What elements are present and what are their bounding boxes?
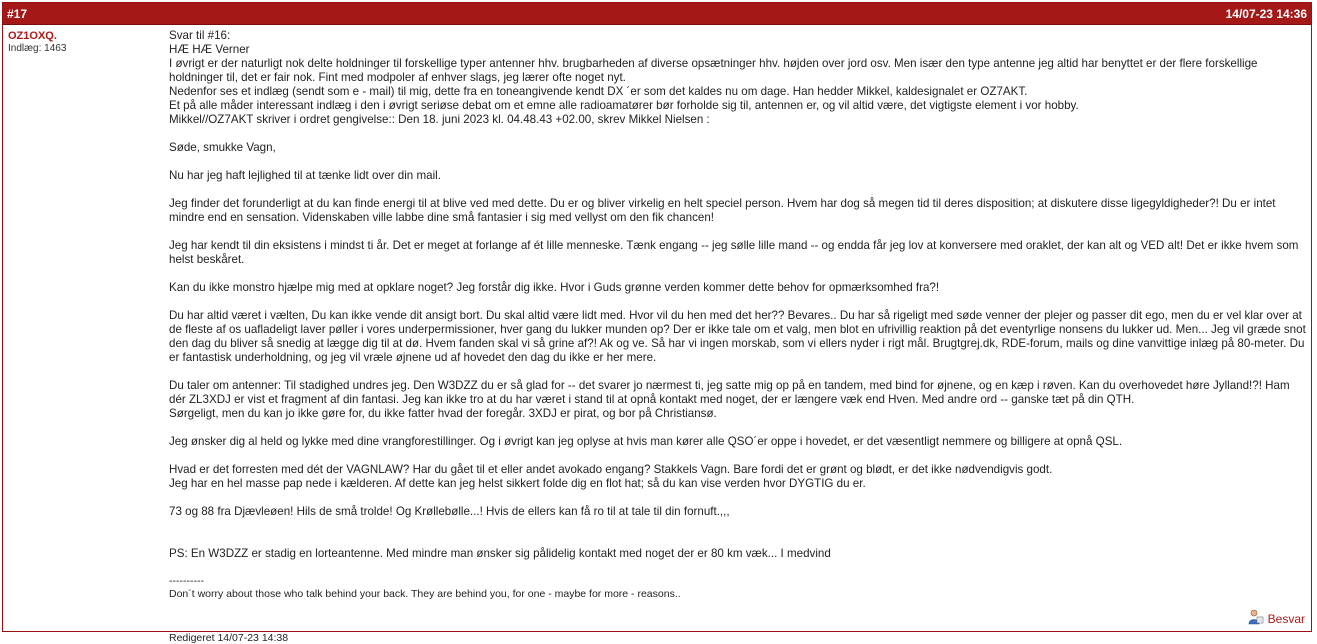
reply-person-icon[interactable] — [1248, 609, 1264, 628]
post-datetime: 14/07-23 14:36 — [1225, 6, 1307, 21]
intro-line: Svar til #16: — [169, 29, 231, 42]
quote-paragraph: 73 og 88 fra Djævleøen! Hils de små trolde! Og Krøllebølle...! Hvis de ellers kan få ro til at tale til din fornuft.,,, — [169, 505, 730, 518]
forum-post — [2, 2, 1312, 644]
quote-paragraph: Hvad er det forresten med dét der VAGNLAW? Har du gået til et eller andet avokado engang? Stakkels Vagn. Bare fordi det er grønt og blødt, er det ikke nødvendigvis godt. Jeg har en hel masse pap nede i kælderen. Af dette kan jeg helst sikkert folde dig en flot hat; så du kan vise verden hvor DYGTIG du er. — [169, 463, 1053, 490]
post-content — [169, 29, 1307, 601]
post-body — [3, 25, 1311, 644]
edited-note: Redigeret 14/07-23 14:38 — [169, 632, 289, 644]
quote-paragraph: Jeg ønsker dig al held og lykke med dine vrangforestillinger. Og i øvrigt kan jeg oplyse at hvis man kører alle QSO´er oppe i hovedet, er det væsentligt nemmere og billigere at opnå QSL. — [169, 435, 1123, 448]
intro-line: Nedenfor ses et indlæg (sendt som e - mail) til mig, dette fra en toneangivende kendt DX ´er som det kaldes nu om dage. Han hedder Mikkel, kaldesignalet er OZ7AKT. — [169, 85, 1028, 98]
intro-line: Mikkel//OZ7AKT skriver i ordret gengivelse:: Den 18. juni 2023 kl. 04.48.43 +02.00, skrev Mikkel Nielsen : — [169, 113, 710, 126]
quote-paragraph: Kan du ikke monstro hjælpe mig med at opklare noget? Jeg forstår dig ikke. Hvor i Guds grønne verden kommer dette behov for opmærksomhed fra?! — [169, 281, 940, 294]
reply-label[interactable]: Besvar — [1267, 611, 1305, 626]
signature-separator: ---------- — [169, 575, 204, 587]
quote-paragraph: Nu har jeg haft lejlighed til at tænke lidt over din mail. — [169, 169, 441, 182]
quote-paragraph: Søde, smukke Vagn, — [169, 141, 276, 154]
quote-paragraph: Jeg har kendt til din eksistens i mindst ti år. Det er meget at forlange af ét lille menneske. Tænk engang -- jeg sølle lille mand -- og endda får jeg lov at konversere med oraklet, der kan alt og VED alt! Det er ikke hvem som helst beskåret. — [169, 239, 1299, 266]
author-panel — [8, 29, 158, 55]
intro-line: HÆ HÆ Verner — [169, 43, 250, 56]
post-number[interactable]: #17 — [7, 6, 28, 21]
intro-line: I øvrigt er der naturligt nok delte holdninger til forskellige typer antenner hhv. brugbarheden af diverse opsætninger hhv. højden over jord osv. Men især den type antenne jeg altid har benyttet er der flere forskellige holdninger til, det er fair nok. Fint med modpoler af enhver slags, jeg lærer ofte noget nyt. — [169, 57, 1258, 84]
reply-button[interactable] — [1248, 609, 1305, 628]
intro-line: Et på alle måder interessant indlæg i den i øvrigt seriøse debat om et emne alle radioamatører bør forholde sig til, antennen er, og vil altid være, det vigtigste element i vor hobby. — [169, 99, 1079, 112]
author-post-count: Indlæg: 1463 — [8, 43, 67, 54]
quote-paragraph: Jeg finder det forunderligt at du kan finde energi til at blive ved med dette. Du er og bliver virkelig en helt speciel person. Hvem har dog så megen tid til deres disposition; at diskutere disse ligegyldigheder?! Du er intet mindre end en sensation. Videnskaben ville labbe dine små fantasier i sig med vellyst om den fik chancen! — [169, 197, 1276, 224]
signature: Don´t worry about those who talk behind your back. They are behind you, for one - maybe for more - reasons.. — [169, 588, 681, 600]
ps-line: PS: En W3DZZ er stadig en lorteantenne. Med mindre man ønsker sig pålidelig kontakt med noget der er 80 km væk... I medvind — [169, 547, 831, 560]
quote-paragraph: Du har altid været i vælten, Du kan ikke vende dit ansigt bort. Du skal altid være lidt med. Hvor vil du hen med det her?? Bevares.. Du har så rigeligt med søde venner der plejer og passer dit ego, men du er vel klar over at de fleste af os uafladeligt laver pøller i vores underpermissioner, hver gang du lukker munden op? Der er ikke tale om et valg, men blot en ufrivillig reaktion på det eventyrlige nonsens du lukker ud. Men... Jeg vil græde snot den dag du bliver så snedig at lægge dig til at dø. Hvem fanden skal vi så grine af?! Ak og ve. Så har vi ingen morskab, som vi ellers nyder i rigt mål. Brugtgrej.dk, RDE-forum, mails og dine vanvittige inlæg på 80-meter. Du er fantastisk underholdning, og jeg vil vræle øjnene ud af hovedet den dag du ikke er her mere. — [169, 309, 1306, 364]
post-header — [3, 3, 1311, 25]
author-name[interactable]: OZ1OXQ. — [8, 30, 57, 42]
quote-paragraph: Du taler om antenner: Til stadighed undres jeg. Den W3DZZ du er så glad for -- det svarer jo nærmest ti, jeg satte mig op på en tandem, med bind for øjnene, og en kæp i røven. Kan du overhovedet høre Jylland!?! Ham dér ZL3XDJ er vist et fragment af din fantasi. Jeg kan ikke tro at du har været i stand til at opnå kontakt med noget, der er længere væk end Hven. Med andre ord -- ganske tæt på din QTH. Sørgeligt, men du kan jo ikke gøre for, du ikke fatter hvad der foregår. 3XDJ er pirat, og bor på Christiansø. — [169, 379, 1290, 420]
